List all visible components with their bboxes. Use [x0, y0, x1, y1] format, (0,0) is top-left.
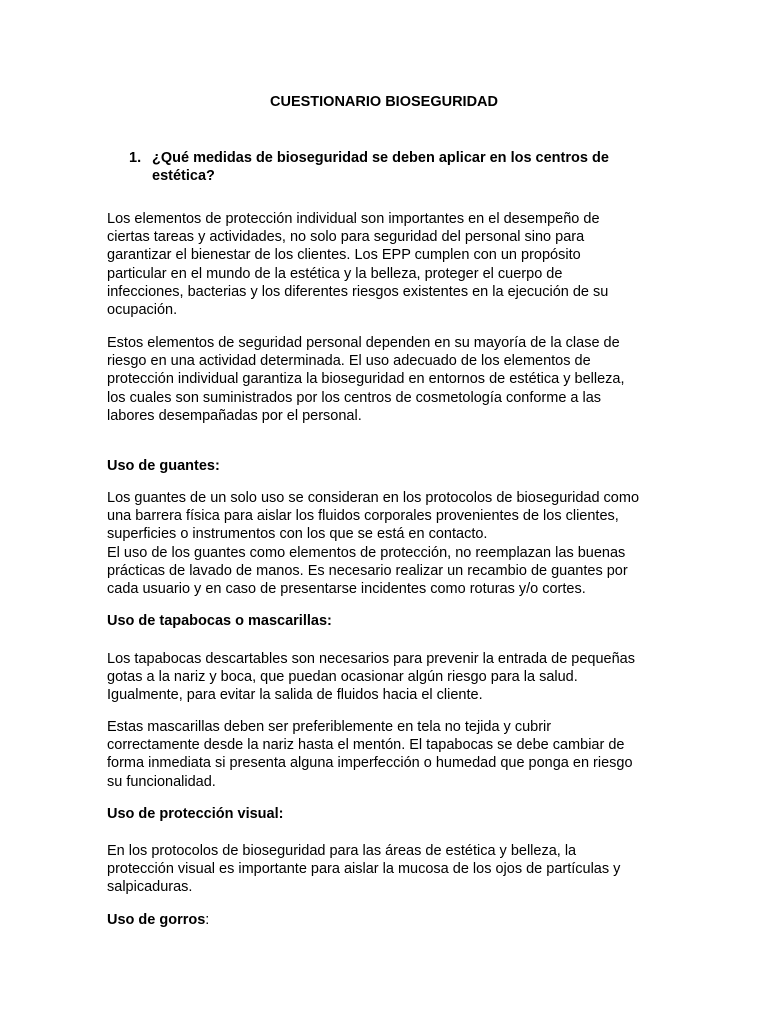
caps-heading-colon: :: [205, 912, 210, 928]
gloves-heading: Uso de guantes:: [107, 458, 220, 474]
text-line: En los protocolos de bioseguridad para las áreas de estética y belleza, la: [107, 843, 577, 859]
question-text-line-1: ¿Qué medidas de bioseguridad se deben aplicar en los centros de: [152, 150, 609, 166]
text-line: salpicaduras.: [107, 879, 193, 896]
visual-protection-paragraph: [107, 842, 667, 897]
question-text-line-2: estética?: [152, 168, 215, 184]
text-line: correctamente desde la nariz hasta el mentón. El tapabocas se debe cambiar de: [107, 737, 625, 754]
text-line: riesgo en una actividad determinada. El uso adecuado de los elementos de: [107, 353, 591, 370]
text-line: protección individual garantiza la bioseguridad en entornos de estética y belleza,: [107, 371, 625, 388]
caps-heading: [107, 911, 209, 929]
text-line: protección visual es importante para aislar la mucosa de los ojos de partículas y: [107, 861, 621, 878]
masks-heading: Uso de tapabocas o mascarillas:: [107, 613, 332, 629]
text-line: Estas mascarillas deben ser preferiblemente en tela no tejida y cubrir: [107, 719, 552, 735]
text-line: superficies o instrumentos con los que se está en contacto.: [107, 526, 488, 543]
text-line: Estos elementos de seguridad personal dependen en su mayoría de la clase de: [107, 335, 620, 351]
text-line: labores desempañadas por el personal.: [107, 407, 362, 424]
text-line: su funcionalidad.: [107, 773, 216, 790]
text-line: gotas a la nariz y boca, que puedan ocasionar algún riesgo para la salud.: [107, 669, 578, 686]
visual-protection-heading: Uso de protección visual:: [107, 806, 284, 822]
text-line: Los elementos de protección individual son importantes en el desempeño de: [107, 211, 600, 227]
document-title: CUESTIONARIO BIOSEGURIDAD: [270, 94, 498, 110]
text-line: una barrera física para aislar los fluidos corporales provenientes de los clientes,: [107, 508, 619, 525]
text-line: los cuales son suministrados por los centros de cosmetología conforme a las: [107, 389, 602, 406]
text-line: ocupación.: [107, 302, 178, 319]
masks-paragraph-1: [107, 650, 667, 705]
masks-paragraph-2: [107, 718, 667, 791]
caps-heading-text: Uso de gorros: [107, 912, 206, 928]
text-line: Los guantes de un solo uso se consideran en los protocolos de bioseguridad como: [107, 490, 640, 506]
text-line: infecciones, bacterias y los diferentes riesgos existentes en la ejecución de su: [107, 283, 609, 300]
text-line: particular en el mundo de la estética y la belleza, proteger el cuerpo de: [107, 265, 563, 282]
text-line: forma inmediata si presenta alguna imperfección o humedad que ponga en riesgo: [107, 755, 633, 772]
gloves-paragraph: [107, 489, 667, 598]
intro-paragraph-1: [107, 210, 667, 319]
text-line: cada usuario y en caso de presentarse incidentes como roturas y/o cortes.: [107, 581, 586, 598]
question-1: [129, 149, 649, 185]
text-line: El uso de los guantes como elementos de protección, no reemplazan las buenas: [107, 544, 626, 561]
text-line: garantizar el bienestar de los clientes. Los EPP cumplen con un propósito: [107, 247, 581, 264]
question-number: 1.: [129, 150, 142, 166]
text-line: ciertas tareas y actividades, no solo para seguridad del personal sino para: [107, 229, 585, 246]
text-line: Los tapabocas descartables son necesarios para prevenir la entrada de pequeñas: [107, 651, 635, 667]
intro-paragraph-2: [107, 334, 667, 425]
text-line: Igualmente, para evitar la salida de fluidos hacia el cliente.: [107, 687, 483, 704]
text-line: prácticas de lavado de manos. Es necesario realizar un recambio de guantes por: [107, 562, 628, 579]
